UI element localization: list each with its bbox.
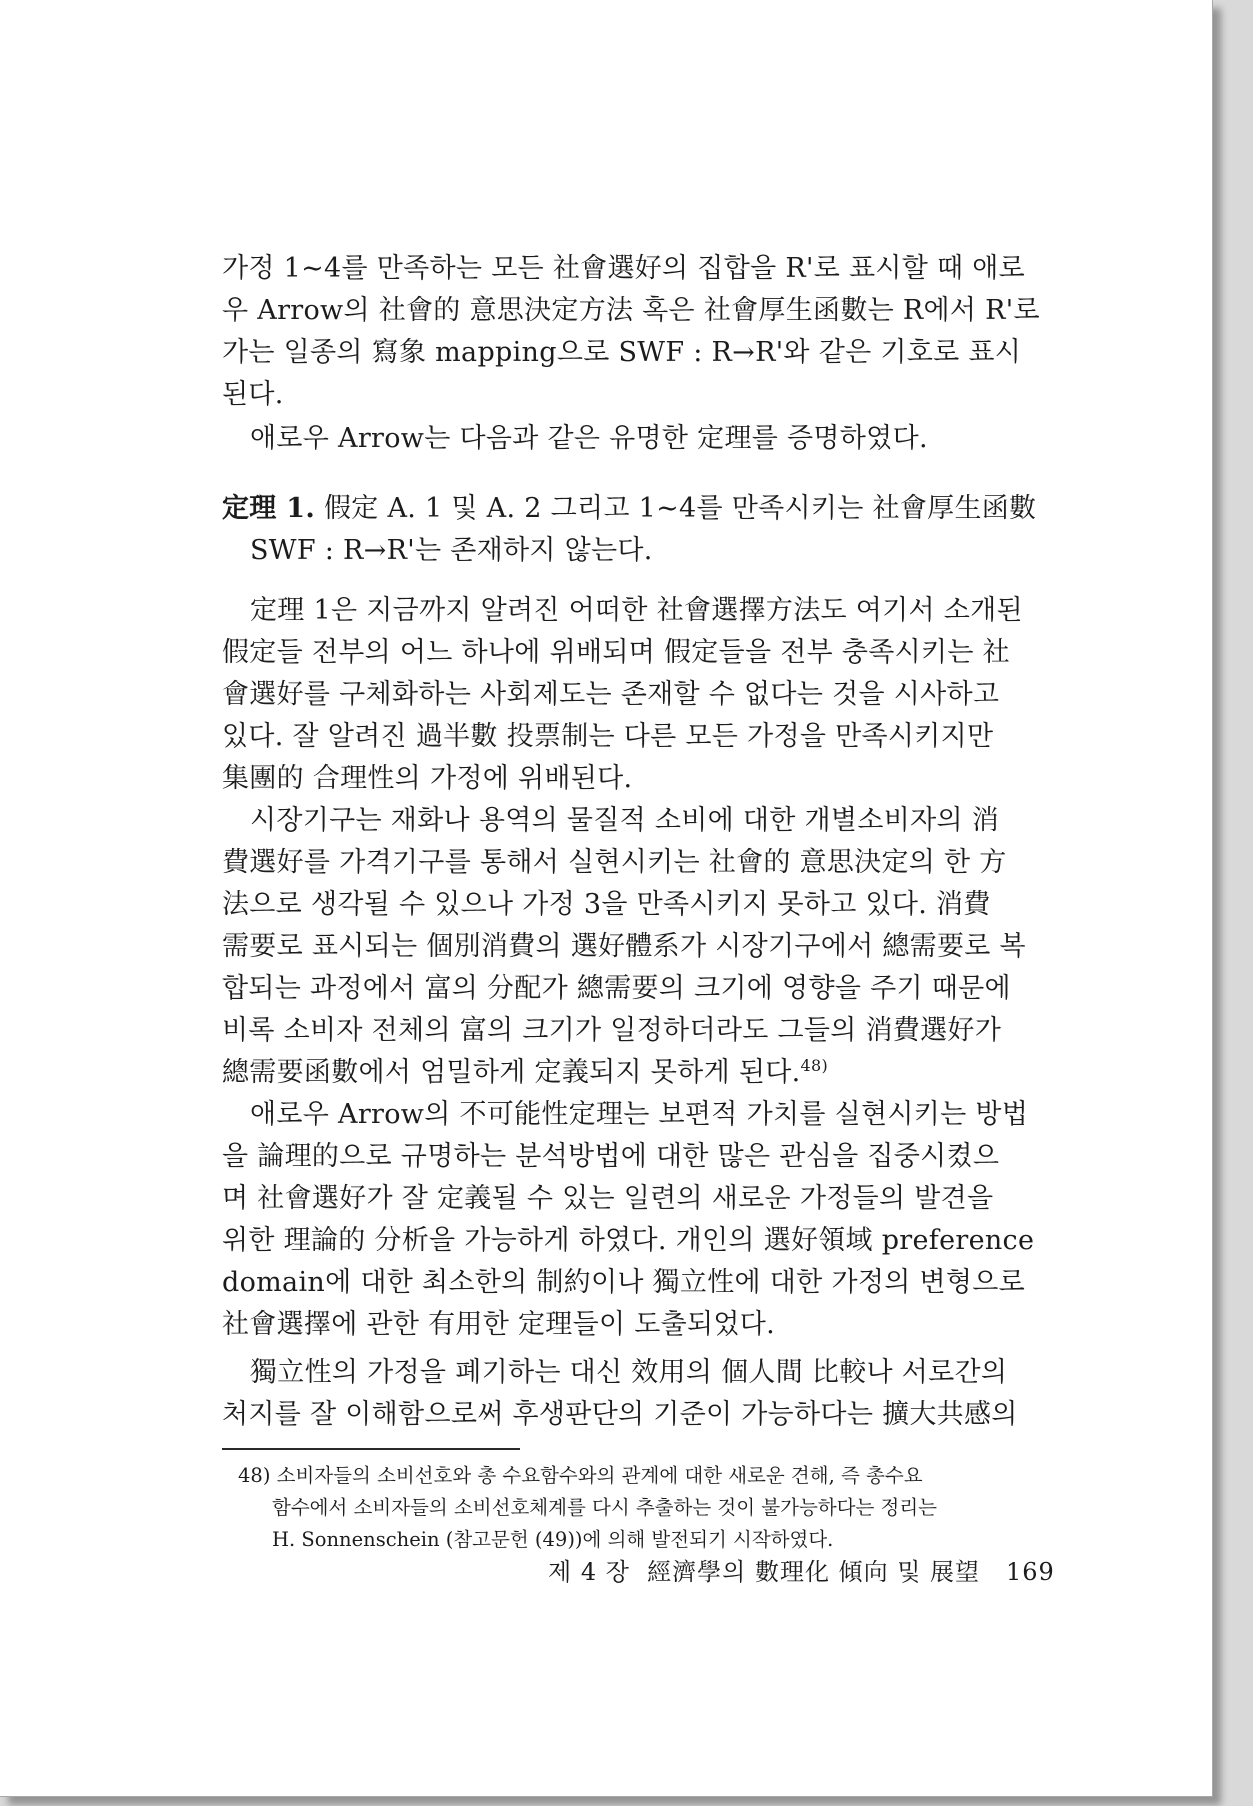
theorem-label: 定理 1. [222,493,316,524]
text-line: 需要로 표시되는 個別消費의 選好體系가 시장기구에서 總需要로 복 [222,931,1026,962]
text-line: 集團的 合理性의 가정에 위배된다. [222,763,633,794]
paragraph-market-mechanism [222,800,1058,1094]
text-line: 을 論理的으로 규명하는 분석방법에 대한 많은 관심을 집중시켰으 [222,1141,1000,1172]
text-line: 假定들 전부의 어느 하나에 위배되며 假定들을 전부 충족시키는 社 [222,637,1010,668]
paragraph-swf-definition [222,248,1058,416]
text-line: 처지를 잘 이해함으로써 후생판단의 기준이 가능하다는 擴大共感의 [222,1399,1018,1430]
text-line: 가는 일종의 寫象 mapping으로 SWF : R→R'와 같은 기호로 표시 [222,337,1022,368]
paragraph-impossibility-theorem [222,1094,1058,1346]
footnote-line: 함수에서 소비자들의 소비선호체계를 다시 추출하는 것이 불가능하다는 정리는 [272,1496,938,1519]
chapter-title: 經濟學의 數理化 傾向 및 展望 [647,1558,981,1586]
text-line: 위한 理論的 分析을 가능하게 하였다. 개인의 選好領域 preference [222,1225,1035,1256]
text-line: 가정 1∼4를 만족하는 모든 社會選好의 집합을 R'로 표시할 때 애로 [222,253,1026,284]
text-span: 總需要函數에서 엄밀하게 定義되지 못하게 된다. [222,1057,801,1088]
theorem-text: 假定 A. 1 및 A. 2 그리고 1∼4를 만족시키는 社會厚生函數 [323,493,1037,524]
text-line: 애로우 Arrow는 다음과 같은 유명한 定理를 증명하였다. [250,423,928,454]
text-line [222,1052,1058,1094]
text-line: 會選好를 구체화하는 사회제도는 존재할 수 없다는 것을 시사하고 [222,679,1000,710]
footnote-line: 48) 소비자들의 소비선호와 총 수요함수와의 관계에 대한 새로운 견해, 즉 총수요 [238,1464,923,1487]
chapter-number: 제 4 장 [548,1558,630,1586]
footnote-48 [238,1460,1078,1556]
text-line: 定理 1은 지금까지 알려진 어떠한 社會選擇方法도 여기서 소개된 [250,595,1023,626]
theorem-line [222,488,1058,530]
paragraph-arrow-proof [222,418,1058,460]
text-line: domain에 대한 최소한의 制約이나 獨立性에 대한 가정의 변형으로 [222,1267,1025,1298]
text-line: 시장기구는 재화나 용역의 물질적 소비에 대한 개별소비자의 消 [250,805,1000,836]
text-line: 비록 소비자 전체의 富의 크기가 일정하더라도 그들의 消費選好가 [222,1015,1002,1046]
paragraph-extended-sympathy [222,1352,1058,1436]
running-footer [548,1552,1055,1587]
text-line: 애로우 Arrow의 不可能性定理는 보편적 가치를 실현시키는 방법 [250,1099,1029,1130]
theorem-1 [222,488,1058,572]
text-line: 우 Arrow의 社會的 意思決定方法 혹은 社會厚生函數는 R에서 R'로 [222,295,1040,326]
text-line: 합되는 과정에서 富의 分配가 總需要의 크기에 영향을 주기 때문에 [222,973,1011,1004]
text-line: 法으로 생각될 수 있으나 가정 3을 만족시키지 못하고 있다. 消費 [222,889,991,920]
footnote-reference[interactable]: 48) [800,1056,828,1075]
text-line: 社會選擇에 관한 有用한 定理들이 도출되었다. [222,1309,776,1340]
text-line: 며 社會選好가 잘 定義될 수 있는 일련의 새로운 가정들의 발견을 [222,1183,994,1214]
text-line: 費選好를 가격기구를 통해서 실현시키는 社會的 意思決定의 한 方 [222,847,1007,878]
text-line: 된다. [222,379,284,410]
footnote-line: H. Sonnenschein (참고문헌 (49))에 의해 발전되기 시작하였다. [272,1528,834,1551]
paragraph-theorem-implication [222,590,1058,800]
theorem-line: SWF : R→R'는 존재하지 않는다. [250,535,653,566]
page-number: 169 [1005,1558,1055,1586]
text-line: 獨立性의 가정을 폐기하는 대신 效用의 個人間 比較나 서로간의 [250,1357,1008,1388]
text-line: 있다. 잘 알려진 過半數 投票制는 다른 모든 가정을 만족시키지만 [222,721,994,752]
footnote-divider [222,1448,520,1450]
